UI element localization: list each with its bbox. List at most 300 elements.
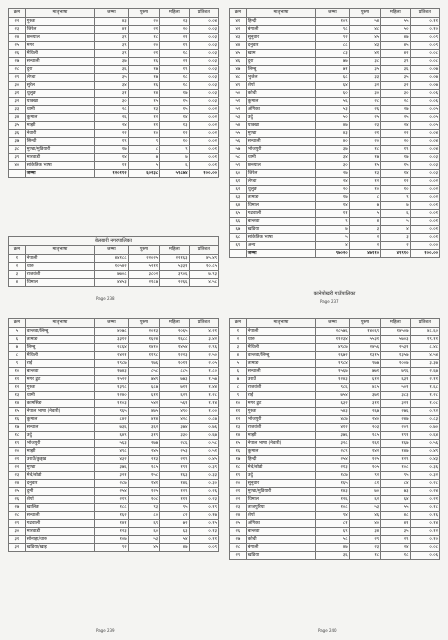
table-cell: मगर ढुट xyxy=(246,400,315,408)
table-cell: ७३६ xyxy=(95,424,129,432)
table-cell: १.२८ xyxy=(410,392,439,400)
table-row xyxy=(230,360,440,368)
table-cell: थामी xyxy=(25,106,94,114)
table-cell: २० xyxy=(160,26,189,34)
table-cell: २७७ xyxy=(128,440,160,448)
table-cell: १९ xyxy=(9,440,26,448)
table-cell: १०८ xyxy=(128,496,160,504)
table-cell: २१ xyxy=(160,34,189,42)
table-cell: ५३ xyxy=(349,504,381,512)
table-cell: मगर xyxy=(25,42,94,50)
table-cell: २९ xyxy=(230,552,247,560)
table-cell: १४ xyxy=(9,400,26,408)
table-cell: ५० xyxy=(316,114,350,122)
table-cell: ३० xyxy=(9,82,26,90)
column-header: जम्मा xyxy=(95,9,129,18)
table-row xyxy=(230,66,440,74)
table-cell: १७ xyxy=(160,90,189,98)
table-cell: ५३३१ xyxy=(160,263,189,271)
table-cell: ४८५ xyxy=(349,384,381,392)
table-row xyxy=(230,552,440,560)
table-row xyxy=(9,352,219,360)
table-header xyxy=(9,9,219,18)
table-cell: ०.०६ xyxy=(410,98,439,106)
table-cell: थामी xyxy=(25,392,94,400)
table-row xyxy=(230,536,440,544)
table-cell: ०.९२ xyxy=(410,408,439,416)
table-row xyxy=(9,424,219,432)
table-cell: २१८७ xyxy=(128,279,160,287)
table-cell: ४० xyxy=(349,520,381,528)
table-cell: ३२ xyxy=(9,544,26,552)
table-cell: १० xyxy=(160,138,189,146)
column-header: पुरुष xyxy=(349,319,381,328)
table-cell: कोची xyxy=(246,90,315,98)
table-cell: राई xyxy=(25,360,94,368)
table-cell: लिम्बू xyxy=(25,344,94,352)
table-cell: नेपाल भाषा (नेवारी) xyxy=(25,408,94,416)
table-row xyxy=(9,82,219,90)
table-row xyxy=(230,440,440,448)
table-cell: ६३२ xyxy=(316,400,350,408)
column-header: पुरुष xyxy=(128,9,160,18)
table-cell: याक्खा xyxy=(246,122,315,130)
table-cell: ०.१२ xyxy=(410,528,439,536)
table-row xyxy=(9,146,219,154)
table-cell: १५२२ xyxy=(95,376,129,384)
table-cell: २१ xyxy=(230,488,247,496)
table-cell: १८ xyxy=(230,464,247,472)
table-cell: ०.१६ xyxy=(410,512,439,520)
table-cell: ३६२ xyxy=(128,424,160,432)
table-row xyxy=(9,488,219,496)
table-cell: २ xyxy=(349,234,381,242)
table-cell: कुमाल xyxy=(246,448,315,456)
table-cell: ११ xyxy=(95,162,129,170)
table-cell: १४१० xyxy=(128,344,160,352)
table-row xyxy=(9,106,219,114)
table-row xyxy=(9,504,219,512)
table-cell: २८ xyxy=(9,512,26,520)
table-cell: ९७७ xyxy=(349,360,381,368)
table-cell: ३५ xyxy=(95,74,129,82)
table-cell: २५३ xyxy=(160,448,189,456)
table-cell: २४५ xyxy=(128,448,160,456)
table-cell: ४९९१० xyxy=(381,250,410,258)
table-cell: ३५ xyxy=(349,66,381,74)
table-cell: नेपाली xyxy=(246,328,315,336)
table-cell: ०.१३ xyxy=(189,528,218,536)
table-cell: ०.५८ xyxy=(189,440,218,448)
table-cell: राजवंशी xyxy=(25,271,94,279)
table-row xyxy=(9,114,219,122)
table-cell: १.०० xyxy=(189,408,218,416)
table-cell: १००.०० xyxy=(189,170,218,178)
table-row xyxy=(9,408,219,416)
table-cell: हिन्दी xyxy=(246,456,315,464)
table-cell: ४५ xyxy=(349,34,381,42)
table-cell: मेचे/बोडो xyxy=(246,464,315,472)
table-cell: १५ xyxy=(9,408,26,416)
table-cell: १४७ xyxy=(381,448,410,456)
table-cell: १८ xyxy=(9,432,26,440)
table-cell: ४३२ xyxy=(95,456,129,464)
table-cell: ०.५१ xyxy=(189,448,218,456)
table-cell: ४८ xyxy=(349,26,381,34)
table-cell: ७७ xyxy=(316,58,350,66)
table-cell: दुरा xyxy=(246,58,315,66)
table-cell: ४७११० xyxy=(349,250,381,258)
table-row xyxy=(230,512,440,520)
table-cell: ११२३४ xyxy=(316,336,350,344)
table-cell: ११ xyxy=(128,122,160,130)
table-cell: ७७०८ xyxy=(95,271,129,279)
table-cell: २१ xyxy=(9,456,26,464)
table-cell: ९४ xyxy=(316,512,350,520)
table-cell: २४ xyxy=(381,122,410,130)
table-cell: २.११ xyxy=(410,376,439,384)
table-cell: राजवंशी xyxy=(246,384,315,392)
table-cell: २३ xyxy=(230,504,247,512)
table-cell: सन्थाली xyxy=(25,512,94,520)
table-cell: १० xyxy=(9,368,26,376)
table-row xyxy=(230,186,440,194)
table-row xyxy=(230,218,440,226)
table-cell: ०.०३ xyxy=(189,74,218,82)
table-cell: १००७ xyxy=(381,360,410,368)
table-cell: ६७ xyxy=(230,226,247,234)
table-cell: १९ xyxy=(381,146,410,154)
table-cell: २०६५ xyxy=(160,328,189,336)
table-cell: छन्त्याल xyxy=(25,34,94,42)
table-cell: ०.०३ xyxy=(189,42,218,50)
table-cell: ३७१ xyxy=(349,392,381,400)
table-cell: थुलुङ xyxy=(246,186,315,194)
table-row xyxy=(230,496,440,504)
table-cell: १३५७ xyxy=(381,352,410,360)
table-cell: १३ xyxy=(230,424,247,432)
table-cell: ४७५ xyxy=(128,408,160,416)
table-cell: २७ xyxy=(9,58,26,66)
table-cell: उर्दु xyxy=(246,114,315,122)
column-header: महिला xyxy=(160,319,189,328)
column-header: महिला xyxy=(160,246,189,255)
table-cell: सांकेतिक भाषा xyxy=(25,162,94,170)
table-cell: ८० xyxy=(128,512,160,520)
table-cell: ५४३ xyxy=(316,408,350,416)
table-cell: १८ xyxy=(349,146,381,154)
table-cell: ३७ xyxy=(95,58,129,66)
table-row xyxy=(230,34,440,42)
table-row xyxy=(9,440,219,448)
page-number: Page 237 xyxy=(320,299,339,304)
table-cell: ५४२ xyxy=(128,400,160,408)
table-row xyxy=(9,544,219,552)
table-cell: ३८ xyxy=(9,146,26,154)
table-cell: ३९०६ xyxy=(160,271,189,279)
table-cell: १६ xyxy=(128,82,160,90)
table-cell: मैथिली xyxy=(246,344,315,352)
table-row xyxy=(9,520,219,528)
table-cell: ०.५६ xyxy=(410,440,439,448)
table-cell: ६९ xyxy=(230,242,247,250)
table-cell: ६०२३८ xyxy=(128,170,160,178)
table-cell: दनुवार xyxy=(246,42,315,50)
table-cell: ९७६ xyxy=(128,360,160,368)
table-cell: ८ xyxy=(128,146,160,154)
table-cell: १९ xyxy=(230,472,247,480)
table-cell: २.०५ xyxy=(189,360,218,368)
table-cell: १३ xyxy=(349,170,381,178)
table-cell: ५९८७४ xyxy=(160,170,189,178)
table-cell: ०.६४ xyxy=(410,432,439,440)
table-cell: ९३ xyxy=(128,504,160,512)
table-cell: भोजपुरी xyxy=(25,440,94,448)
table-cell: ६ xyxy=(9,336,26,344)
table-cell: लेप्चा xyxy=(25,74,94,82)
table-cell: ३१ xyxy=(95,90,129,98)
table-cell: ७ xyxy=(230,376,247,384)
table-cell: थारु xyxy=(25,263,94,271)
table-cell: ५० xyxy=(381,26,410,34)
table-cell: ०.२१ xyxy=(410,496,439,504)
page-number: Page 239 xyxy=(96,628,115,633)
table-cell: खाम xyxy=(246,50,315,58)
table-cell: ०.११ xyxy=(189,536,218,544)
table-cell: १५ xyxy=(349,162,381,170)
table-row xyxy=(230,58,440,66)
table-cell: ०.३० xyxy=(189,480,218,488)
table-cell: २५ xyxy=(9,488,26,496)
table-cell: १६३ xyxy=(160,472,189,480)
table-cell: ३७ xyxy=(9,138,26,146)
table-cell: १० xyxy=(349,186,381,194)
table-cell: ६१ xyxy=(230,178,247,186)
table-cell: सुनुवार xyxy=(246,34,315,42)
table-cell: अंगिका xyxy=(246,106,315,114)
table-cell: २१९ xyxy=(160,456,189,464)
table-row xyxy=(9,58,219,66)
table-cell: ०.०० xyxy=(410,242,439,250)
table-row xyxy=(230,432,440,440)
table-cell: ३९ xyxy=(95,50,129,58)
table-cell: दुमी xyxy=(25,488,94,496)
table-cell: ०.०९ xyxy=(189,544,218,552)
table-cell: वान्तवा/लिम्बू xyxy=(25,328,94,336)
table-cell: ०.०९ xyxy=(410,42,439,50)
table-cell: ५३ xyxy=(316,106,350,114)
table-cell: २६७ xyxy=(349,408,381,416)
table-cell: २२ xyxy=(230,496,247,504)
table-cell: ३७६ xyxy=(316,432,350,440)
table-cell: १८ xyxy=(349,552,381,560)
table-cell: २०१३ xyxy=(128,328,160,336)
table-cell: खडिया/खाइ xyxy=(25,544,94,552)
column-header: प्रतिशत xyxy=(189,246,218,255)
table-cell: ६१२ xyxy=(349,376,381,384)
table-cell: गुरुङ xyxy=(246,408,315,416)
table-cell: सिन्धी xyxy=(25,138,94,146)
column-header: क्रम xyxy=(230,319,247,328)
table-cell: २८ xyxy=(349,98,381,106)
table-cell: ०.०७ xyxy=(410,66,439,74)
table-cell: ६९ xyxy=(316,528,350,536)
table-cell: ६४ xyxy=(316,82,350,90)
table-row xyxy=(230,42,440,50)
table-cell: ४८७ xyxy=(316,416,350,424)
table-row xyxy=(230,424,440,432)
table-cell: कोची xyxy=(246,536,315,544)
table-cell: ०.४३ xyxy=(410,456,439,464)
table-cell: ४५ xyxy=(381,42,410,50)
table-cell: ४ xyxy=(316,242,350,250)
table-row xyxy=(230,26,440,34)
table-cell: दनुवार xyxy=(25,480,94,488)
table-cell: २१ xyxy=(160,58,189,66)
table-cell: ४३ xyxy=(349,42,381,50)
table-cell: १५६७ xyxy=(316,368,350,376)
table-cell: १६७ xyxy=(381,440,410,448)
table-cell: १८७ xyxy=(316,472,350,480)
table-row xyxy=(9,34,219,42)
table-cell: ३६ xyxy=(95,66,129,74)
table-cell: २३ xyxy=(349,544,381,552)
table-cell: ०.०२ xyxy=(189,122,218,130)
table-cell: ३० xyxy=(349,90,381,98)
table-cell: १७ xyxy=(230,456,247,464)
table-cell: लिम्बू xyxy=(246,66,315,74)
table-cell: १९८७ xyxy=(95,360,129,368)
table-cell: ५३ xyxy=(230,114,247,122)
table-cell: ०.०४ xyxy=(189,18,218,26)
table-cell: ०.३३ xyxy=(189,472,218,480)
table-row xyxy=(230,336,440,344)
table-cell: १२ xyxy=(381,178,410,186)
table-cell: ०.०२ xyxy=(189,114,218,122)
table-cell: ६८ xyxy=(316,74,350,82)
table-cell: २६ xyxy=(9,50,26,58)
table-cell: २२०२५ xyxy=(128,255,160,263)
table-cell: १२२३ xyxy=(160,352,189,360)
table-cell: ९२ xyxy=(316,34,350,42)
table-cell: २८ xyxy=(381,98,410,106)
table-cell: हिन्दी xyxy=(246,18,315,26)
table-cell: १४५०७ xyxy=(381,328,410,336)
table-cell: ७ xyxy=(349,202,381,210)
column-header: प्रतिशत xyxy=(410,9,439,18)
table-cell: ३४ xyxy=(316,154,350,162)
table-cell: ०.०३ xyxy=(189,58,218,66)
table-cell: २८५७६ xyxy=(316,328,350,336)
table-cell: ४७ xyxy=(160,544,189,552)
table-cell: ०.०३ xyxy=(189,50,218,58)
table-cell: बंगाली xyxy=(246,544,315,552)
table-cell: ६० xyxy=(230,170,247,178)
table-cell: ९२ xyxy=(95,544,129,552)
table-row xyxy=(230,384,440,392)
table-cell: २६७२ xyxy=(316,352,350,360)
table-cell: ५९ xyxy=(230,162,247,170)
table-cell: नेपाल भाषा (नेवारी) xyxy=(246,440,315,448)
table-cell: २० xyxy=(316,186,350,194)
table-row xyxy=(230,544,440,552)
table-row xyxy=(230,226,440,234)
table-cell: जम्मा xyxy=(246,250,315,258)
table-cell: ४ xyxy=(349,218,381,226)
table-cell: १११ xyxy=(160,496,189,504)
table-cell: राजवंशी xyxy=(246,424,315,432)
table-cell: ०.०१ xyxy=(189,162,218,170)
table-cell: मुण्डा/मुडियारी xyxy=(246,488,315,496)
table-cell: २८ xyxy=(9,66,26,74)
table-row xyxy=(9,263,219,271)
table-cell: ५७०३ xyxy=(381,336,410,344)
table-cell: थुलुङ xyxy=(25,90,94,98)
table-row xyxy=(230,408,440,416)
table-row xyxy=(230,178,440,186)
table-cell: १४०६९ xyxy=(349,328,381,336)
column-header: पुरुष xyxy=(128,246,160,255)
table-cell: ५६ xyxy=(316,98,350,106)
table-cell: ८१ xyxy=(349,480,381,488)
table-cell: २८६४ xyxy=(95,344,129,352)
table-cell: ७३ xyxy=(381,488,410,496)
table-row xyxy=(9,400,219,408)
table-cell: ४७ xyxy=(230,66,247,74)
table-row xyxy=(230,50,440,58)
table-cell: तामाङ xyxy=(246,194,315,202)
table-cell: खडिया xyxy=(246,552,315,560)
table-cell: १४२ xyxy=(349,448,381,456)
table-cell: १२९ xyxy=(381,456,410,464)
table-cell: ०.०८ xyxy=(410,544,439,552)
table-cell: ४ xyxy=(9,279,26,287)
column-header: प्रतिशत xyxy=(189,319,218,328)
table-cell: ६० xyxy=(128,528,160,536)
table-cell: ३८३ xyxy=(381,392,410,400)
table-cell: २४० xyxy=(349,416,381,424)
table-cell: १८ xyxy=(160,50,189,58)
table-cell: ३ xyxy=(230,344,247,352)
table-cell: १७ xyxy=(128,66,160,74)
table-cell: २१३ xyxy=(316,464,350,472)
table-cell: २४ xyxy=(9,480,26,488)
table-row xyxy=(9,344,219,352)
table-cell: मगर ढुट xyxy=(25,376,94,384)
column-header: मातृभाषा xyxy=(25,246,94,255)
table-row xyxy=(9,74,219,82)
table-row xyxy=(9,360,219,368)
total-row xyxy=(9,170,219,178)
column-header: क्रम xyxy=(9,9,26,18)
table-cell: ७२ xyxy=(160,520,189,528)
table-cell: भुजेल xyxy=(246,74,315,82)
table-cell: सोनाहा/थारु xyxy=(25,536,94,544)
table-cell: १४१ xyxy=(95,520,129,528)
table-cell: १०८ xyxy=(381,464,410,472)
table-cell: ६२९ xyxy=(160,392,189,400)
table-cell: १७ xyxy=(381,154,410,162)
table-cell: ०.०४ xyxy=(410,138,439,146)
table-cell: गुरुङ xyxy=(25,384,94,392)
table-row xyxy=(9,98,219,106)
table-cell: ०.०२ xyxy=(189,106,218,114)
table-cell: ८५८ xyxy=(128,368,160,376)
table-cell: १२ xyxy=(230,416,247,424)
table-cell: १३ xyxy=(160,122,189,130)
table-top-right xyxy=(229,8,440,258)
table-cell: खडिया xyxy=(246,226,315,234)
